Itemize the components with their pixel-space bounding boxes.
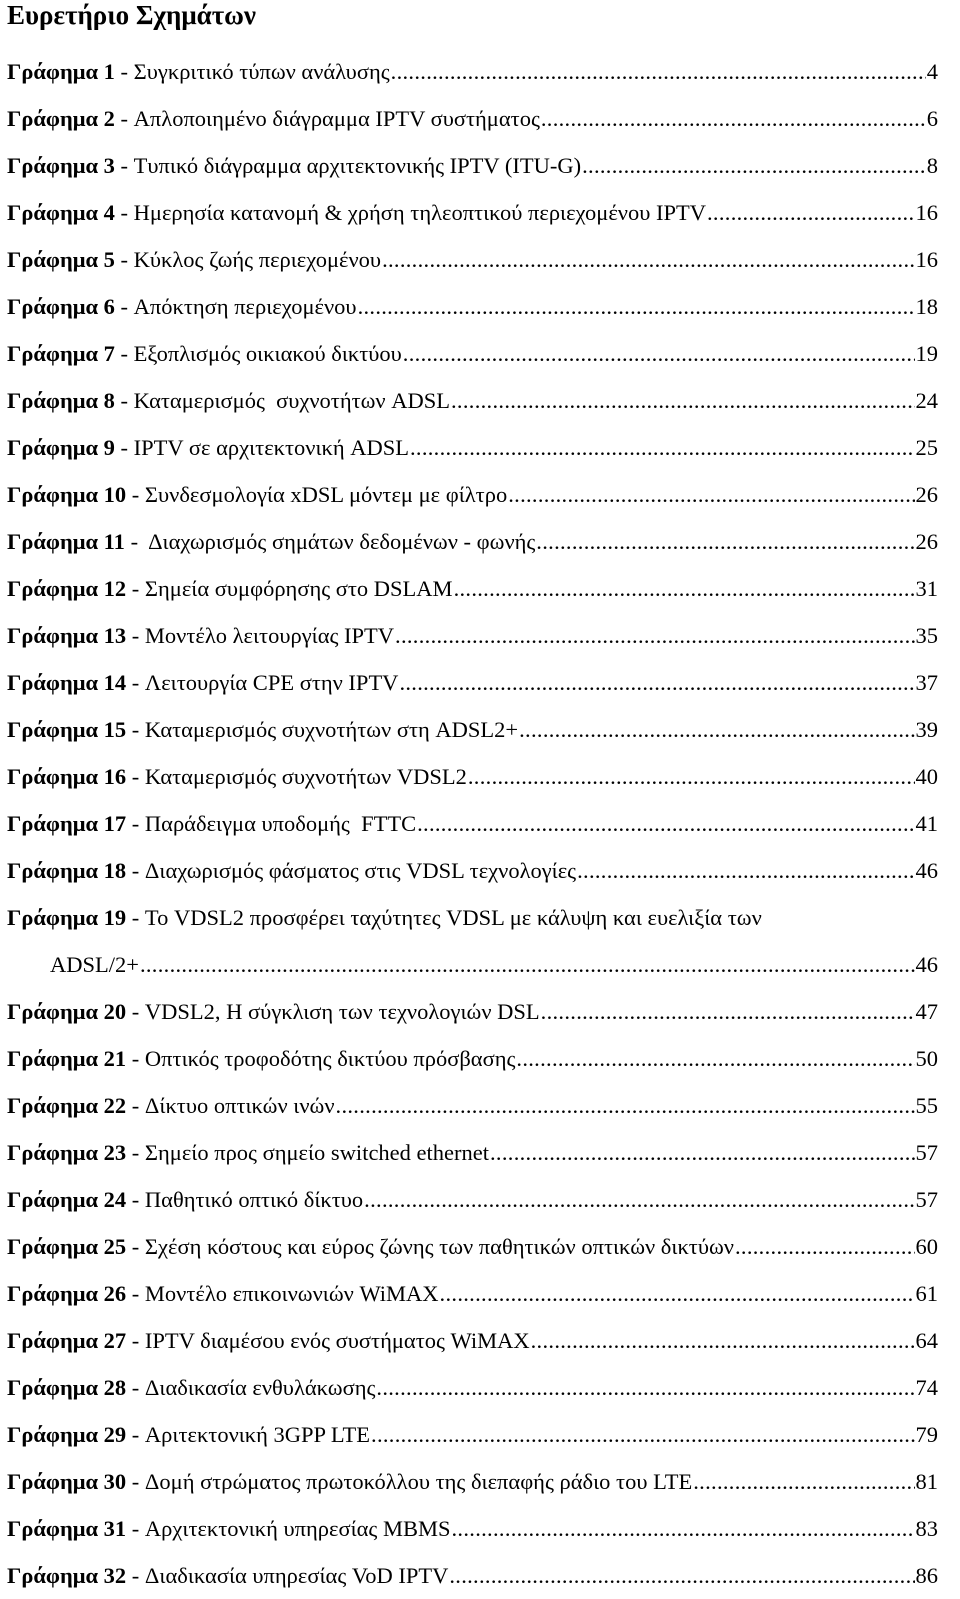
toc-entry[interactable]: [7, 1035, 938, 1082]
toc-entry-separator: -: [126, 1375, 145, 1400]
toc-entry-title: Διαχωρισμός σημάτων δεδομένων - φωνής: [143, 529, 536, 554]
toc-entry-page-number: 19: [915, 341, 938, 366]
toc-entry[interactable]: [7, 189, 938, 236]
toc-entry-label: Γράφημα 8: [7, 388, 115, 413]
toc-entry-page-number: 8: [926, 153, 938, 178]
toc-entry-page-number: 4: [926, 59, 938, 84]
toc-entry[interactable]: [7, 1317, 938, 1364]
toc-entry-separator: -: [126, 811, 145, 836]
toc-entry-separator: -: [126, 1328, 145, 1353]
toc-entry-separator: -: [114, 341, 134, 366]
toc-entry-separator: -: [126, 764, 145, 789]
toc-entry[interactable]: [7, 1270, 938, 1317]
toc-entry-title: Καταμερισμός συχνοτήτων στη ADSL2+: [144, 717, 519, 742]
toc-entry-title: VDSL2, Η σύγκλιση των τεχνολογιών DSL: [144, 999, 540, 1024]
toc-entry-title: Ημερησία κατανομή & χρήση τηλεοπτικού περιεχομένου IPTV: [133, 200, 706, 225]
toc-entry-label: Γράφημα 15: [7, 717, 127, 742]
toc-entry-title: Διαχωρισμός φάσματος στις VDSL τεχνολογίες: [144, 858, 577, 883]
toc-entry[interactable]: [7, 236, 938, 283]
toc-entry-page-number: 18: [915, 294, 938, 319]
toc-entry-page-number: 6: [926, 106, 938, 131]
toc-entry-page-number: 39: [915, 717, 938, 742]
toc-entry-page-number: 64: [915, 1328, 938, 1353]
dot-leader: [395, 612, 914, 659]
toc-entry-page-number: 61: [915, 1281, 938, 1306]
toc-entry-separator: -: [114, 294, 134, 319]
toc-entry-label: Γράφημα 3: [7, 153, 115, 178]
toc-entry[interactable]: [7, 1176, 938, 1223]
toc-entry[interactable]: [7, 659, 938, 706]
dot-leader: [490, 1129, 915, 1176]
toc-entry-page-number: 47: [915, 999, 938, 1024]
toc-entry-label: Γράφημα 12: [7, 576, 127, 601]
toc-entry[interactable]: [7, 48, 938, 95]
dot-leader: [735, 1223, 915, 1270]
toc-entry-page-number: 41: [915, 811, 938, 836]
toc-entry-title: Τυπικό διάγραμμα αρχιτεκτονικής IPTV (ITU-G): [133, 153, 582, 178]
toc-entry[interactable]: [7, 1505, 938, 1552]
toc-entry-page-number: 24: [915, 388, 938, 413]
toc-entry-title: Παράδειγμα υποδομής FTTC: [144, 811, 417, 836]
toc-entry-label: Γράφημα 6: [7, 294, 115, 319]
toc-entry-title: Σημείο προς σημείο switched ethernet: [144, 1140, 489, 1165]
page-title: Ευρετήριο Σχημάτων: [7, 0, 256, 30]
toc-entry-title: Λειτουργία CPE στην IPTV: [144, 670, 399, 695]
toc-entry-separator: -: [114, 247, 134, 272]
toc-entry-label: Γράφημα 4: [7, 200, 115, 225]
toc-entry-page-number: 46: [915, 952, 938, 977]
toc-entry-page-number: 81: [915, 1469, 938, 1494]
toc-entry[interactable]: [7, 847, 938, 894]
toc-entry-page-number: 25: [915, 435, 938, 460]
dot-leader: [516, 1035, 914, 1082]
toc-entry-title: IPTV διαμέσου ενός συστήματος WiMAX: [144, 1328, 530, 1353]
dot-leader: [519, 706, 914, 753]
dot-leader: [410, 424, 915, 471]
toc-entry[interactable]: [7, 612, 938, 659]
dot-leader: [693, 1458, 914, 1505]
dot-leader: [417, 800, 914, 847]
toc-entry-label: Γράφημα 9: [7, 435, 115, 460]
toc-entry[interactable]: [7, 424, 938, 471]
dot-leader: [577, 847, 914, 894]
toc-entry-title: Παθητικό οπτικό δίκτυο: [144, 1187, 364, 1212]
toc-entry-label: Γράφημα 5: [7, 247, 115, 272]
toc-entry-page-number: 60: [915, 1234, 938, 1259]
toc-entry-label: Γράφημα 19: [7, 905, 127, 930]
toc-entry-separator: -: [114, 153, 134, 178]
toc-entry-title: Κύκλος ζωής περιεχομένου: [133, 247, 382, 272]
toc-entry-label: Γράφημα 24: [7, 1187, 127, 1212]
dot-leader: [536, 518, 914, 565]
toc-entry-separator: -: [126, 1563, 145, 1588]
toc-entry-label: Γράφημα 23: [7, 1140, 127, 1165]
toc-entry-label: Γράφημα 1: [7, 59, 115, 84]
toc-entry-separator: -: [126, 999, 145, 1024]
toc-entry-page-number: 16: [915, 247, 938, 272]
toc-entry-separator: -: [124, 529, 144, 554]
toc-entry-page-number: 57: [915, 1140, 938, 1165]
toc-entry-separator: -: [126, 482, 145, 507]
toc-entry-page-number: 16: [915, 200, 938, 225]
toc-entry-page-number: 40: [915, 764, 938, 789]
dot-leader: [358, 283, 915, 330]
toc-entry[interactable]: [7, 518, 938, 565]
toc-entry-separator: -: [114, 59, 134, 84]
dot-leader: [382, 236, 914, 283]
toc-entry-label: Γράφημα 21: [7, 1046, 127, 1071]
toc-entry-page-number: 79: [915, 1422, 938, 1447]
dot-leader: [376, 1364, 914, 1411]
toc-entry[interactable]: [7, 894, 938, 941]
toc-entry-title: Απόκτηση περιεχομένου: [133, 294, 357, 319]
toc-entry-title: Μοντέλο επικοινωνιών WiMAX: [144, 1281, 439, 1306]
toc-entry-title: Καταμερισμός συχνοτήτων ADSL: [133, 388, 450, 413]
toc-entry-label: Γράφημα 13: [7, 623, 127, 648]
toc-entry-label: Γράφημα 22: [7, 1093, 127, 1118]
toc-entry-label: Γράφημα 28: [7, 1375, 127, 1400]
toc-entry-title: Εξοπλισμός οικιακού δικτύου: [133, 341, 402, 366]
toc-entry-label: Γράφημα 25: [7, 1234, 127, 1259]
dot-leader: [508, 471, 914, 518]
toc-entry-page-number: 46: [915, 858, 938, 883]
dot-leader: [541, 95, 926, 142]
toc-entry[interactable]: [7, 330, 938, 377]
toc-entry[interactable]: [7, 142, 938, 189]
dot-leader: [454, 565, 915, 612]
toc-entry-label: Γράφημα 11: [7, 529, 125, 554]
toc-entry-separator: -: [126, 858, 145, 883]
toc-entry[interactable]: [7, 800, 938, 847]
dot-leader: [452, 1505, 915, 1552]
toc-entry[interactable]: [7, 1129, 938, 1176]
toc-entry-separator: -: [126, 1469, 145, 1494]
toc-entry-label: Γράφημα 2: [7, 106, 115, 131]
toc-entry-title: Μοντέλο λειτουργίας IPTV: [144, 623, 395, 648]
toc-entry-title: Απλοποιημένο διάγραμμα IPTV συστήματος: [133, 106, 540, 131]
dot-leader: [391, 48, 926, 95]
toc-entry-separator: -: [114, 106, 134, 131]
toc-entry-separator: -: [126, 1187, 145, 1212]
toc-entry-label: Γράφημα 31: [7, 1516, 127, 1541]
toc-entry-title: Αριτεκτονική 3GPP LTE: [144, 1422, 371, 1447]
toc-entry[interactable]: [7, 1364, 938, 1411]
toc-entry[interactable]: [7, 1223, 938, 1270]
toc-entry-label: Γράφημα 7: [7, 341, 115, 366]
toc-entry-title: Συνδεσμολογία xDSL μόντεμ με φίλτρο: [144, 482, 508, 507]
dot-leader: [541, 988, 915, 1035]
toc-entry[interactable]: [7, 1411, 938, 1458]
toc-entry-page-number: 26: [915, 482, 938, 507]
toc-entry[interactable]: [7, 377, 938, 424]
toc-entry-page-number: 37: [915, 670, 938, 695]
toc-entry-separator: -: [126, 1281, 145, 1306]
toc-entry-page-number: 83: [915, 1516, 938, 1541]
toc-entry[interactable]: [7, 95, 938, 142]
toc-entry-separator: -: [126, 576, 145, 601]
dot-leader: [140, 941, 915, 988]
toc-entry-title: Διαδικασία υπηρεσίας VoD IPTV: [144, 1563, 449, 1588]
dot-leader: [451, 377, 915, 424]
toc-entry-label: Γράφημα 18: [7, 858, 127, 883]
toc-entry-title: Δομή στρώματος πρωτοκόλλου της διεπαφής ράδιο του LTE: [144, 1469, 693, 1494]
toc-entry-separator: -: [126, 623, 145, 648]
toc-entry-title: Το VDSL2 προσφέρει ταχύτητες VDSL με κάλυψη και ευελιξία των: [144, 905, 762, 930]
toc-entry[interactable]: [7, 706, 938, 753]
toc-entry-page-number: 74: [915, 1375, 938, 1400]
dot-leader: [440, 1270, 915, 1317]
toc-entry-title: Σχέση κόστους και εύρος ζώνης των παθητικών οπτικών δικτύων: [144, 1234, 734, 1259]
toc-entry-separator: -: [126, 1046, 145, 1071]
toc-entry-page-number: 55: [915, 1093, 938, 1118]
toc-entry-title: Συγκριτικό τύπων ανάλυσης: [133, 59, 390, 84]
toc-entry-label: Γράφημα 30: [7, 1469, 127, 1494]
dot-leader: [399, 659, 914, 706]
toc-entry[interactable]: [7, 283, 938, 330]
toc-entry-page-number: 31: [915, 576, 938, 601]
toc-entry-label: Γράφημα 16: [7, 764, 127, 789]
toc-entry[interactable]: [7, 565, 938, 612]
toc-entry-separator: -: [114, 200, 134, 225]
toc-entry[interactable]: [7, 471, 938, 518]
toc-entry[interactable]: [7, 1552, 938, 1599]
toc-entry-page-number: 57: [915, 1187, 938, 1212]
toc-entry-separator: -: [126, 1422, 145, 1447]
toc-entry-separator: -: [114, 388, 134, 413]
dot-leader: [468, 753, 915, 800]
toc-entry-label: Γράφημα 29: [7, 1422, 127, 1447]
toc-entry-label: Γράφημα 32: [7, 1563, 127, 1588]
toc-entry[interactable]: [7, 1458, 938, 1505]
dot-leader: [364, 1176, 914, 1223]
toc-entry-title: Σημεία συμφόρησης στο DSLAM: [144, 576, 453, 601]
dot-leader: [336, 1082, 915, 1129]
toc-entry[interactable]: [7, 753, 938, 800]
toc-entry-page-number: 86: [915, 1563, 938, 1588]
dot-leader: [582, 142, 926, 189]
toc-entry-label: Γράφημα 26: [7, 1281, 127, 1306]
toc-entry-title: Διαδικασία ενθυλάκωσης: [144, 1375, 376, 1400]
dot-leader: [531, 1317, 915, 1364]
dot-leader: [371, 1411, 914, 1458]
toc-entry-separator: -: [126, 1516, 145, 1541]
toc-entry-label: Γράφημα 10: [7, 482, 127, 507]
toc-entry-page-number: 50: [915, 1046, 938, 1071]
toc-entry-separator: -: [126, 1093, 145, 1118]
toc-entry-label: Γράφημα 17: [7, 811, 127, 836]
toc-entry-separator: -: [114, 435, 134, 460]
toc-entry-label: Γράφημα 14: [7, 670, 127, 695]
toc-entry-separator: -: [126, 717, 145, 742]
toc-entry-separator: -: [126, 670, 145, 695]
toc-entry-label: Γράφημα 20: [7, 999, 127, 1024]
toc-entry-title: Καταμερισμός συχνοτήτων VDSL2: [144, 764, 467, 789]
toc-entry-continuation[interactable]: [7, 941, 938, 988]
toc-entry[interactable]: [7, 1082, 938, 1129]
toc-entry-separator: -: [126, 905, 145, 930]
toc-entry[interactable]: [7, 988, 938, 1035]
toc-entry-title-continuation: ADSL/2+: [50, 952, 139, 977]
toc-entry-title: Οπτικός τροφοδότης δικτύου πρόσβασης: [144, 1046, 516, 1071]
toc-entry-separator: -: [126, 1234, 145, 1259]
document-page: [7, 0, 938, 1588]
dot-leader: [707, 189, 915, 236]
toc-entry-title: Δίκτυο οπτικών ινών: [144, 1093, 335, 1118]
dot-leader: [403, 330, 915, 377]
toc-entry-page-number: 26: [915, 529, 938, 554]
toc-entry-page-number: 35: [915, 623, 938, 648]
toc-entry-title: Αρχιτεκτονική υπηρεσίας MBMS: [144, 1516, 451, 1541]
dot-leader: [449, 1552, 914, 1599]
toc-entry-label: Γράφημα 27: [7, 1328, 127, 1353]
figure-index-list: [7, 48, 938, 1599]
toc-entry-separator: -: [126, 1140, 145, 1165]
toc-entry-title: IPTV σε αρχιτεκτονική ADSL: [133, 435, 409, 460]
